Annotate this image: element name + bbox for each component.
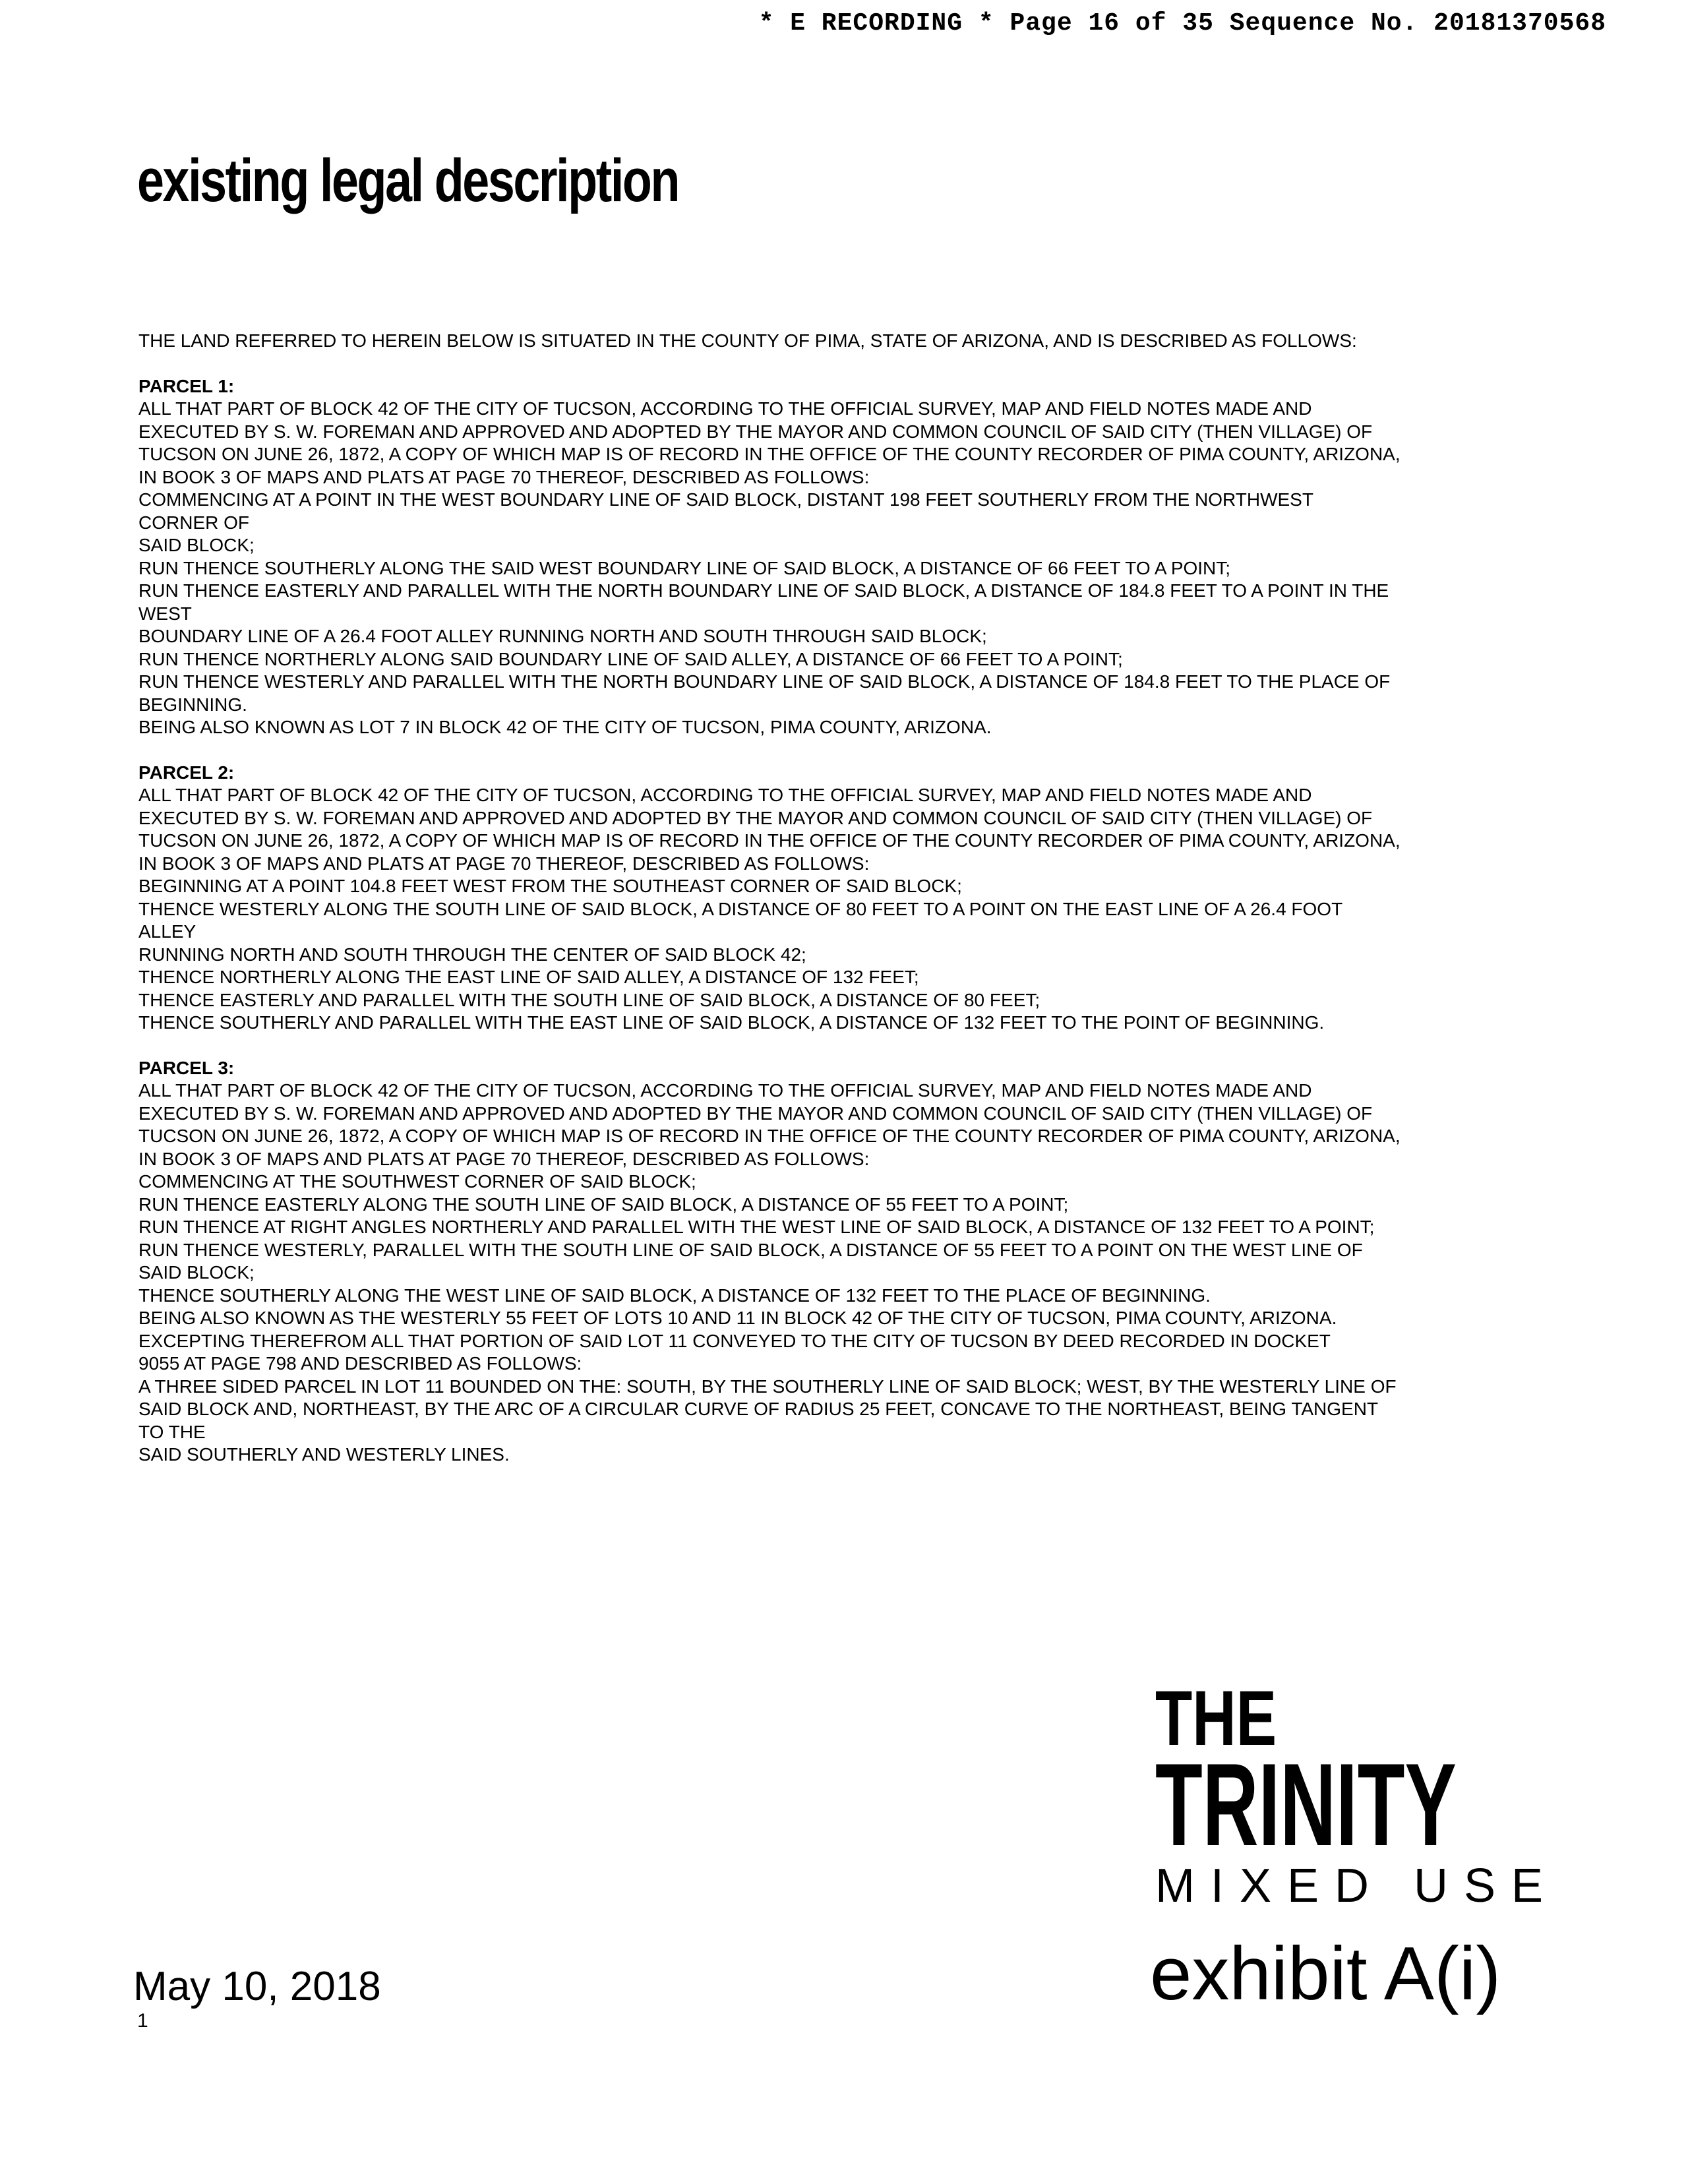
parcel-line: BOUNDARY LINE OF A 26.4 FOOT ALLEY RUNNING NORTH AND SOUTH THROUGH SAID BLOCK;: [138, 626, 987, 646]
parcel-line: BEGINNING.: [138, 694, 247, 715]
parcel-line: EXCEPTING THEREFROM ALL THAT PORTION OF SAID LOT 11 CONVEYED TO THE CITY OF TUCSON BY DEED RECORDED IN DOCKET: [138, 1330, 1331, 1351]
parcel-3: [138, 1057, 1576, 1467]
parcel-line: RUNNING NORTH AND SOUTH THROUGH THE CENTER OF SAID BLOCK 42;: [138, 944, 806, 965]
parcel-line: TO THE: [138, 1421, 206, 1442]
parcel-line: COMMENCING AT THE SOUTHWEST CORNER OF SAID BLOCK;: [138, 1171, 696, 1192]
parcel-line: EXECUTED BY S. W. FOREMAN AND APPROVED AND ADOPTED BY THE MAYOR AND COMMON COUNCIL OF SAID CITY (THEN VILLAGE) OF: [138, 807, 1373, 828]
parcel-line: RUN THENCE EASTERLY ALONG THE SOUTH LINE OF SAID BLOCK, A DISTANCE OF 55 FEET TO A POINT;: [138, 1194, 1069, 1215]
parcel-line: TUCSON ON JUNE 26, 1872, A COPY OF WHICH MAP IS OF RECORD IN THE OFFICE OF THE COUNTY RECORDER OF PIMA COUNTY, ARIZONA,: [138, 830, 1401, 851]
parcel-text: [138, 398, 1576, 739]
parcel-line: SAID BLOCK;: [138, 1262, 255, 1283]
parcel-line: ALL THAT PART OF BLOCK 42 OF THE CITY OF TUCSON, ACCORDING TO THE OFFICIAL SURVEY, MAP AND FIELD NOTES MADE AND: [138, 785, 1312, 805]
parcel-line: CORNER OF: [138, 512, 249, 533]
exhibit-label: exhibit A(i): [1150, 1932, 1501, 2016]
parcel-line: A THREE SIDED PARCEL IN LOT 11 BOUNDED ON THE: SOUTH, BY THE SOUTHERLY LINE OF SAID BLOCK; WEST, BY THE WESTERLY LINE OF: [138, 1376, 1397, 1397]
parcel-line: COMMENCING AT A POINT IN THE WEST BOUNDARY LINE OF SAID BLOCK, DISTANT 198 FEET SOUTHERLY FROM THE NORTHWEST: [138, 489, 1313, 510]
brand-trinity: TRINITY: [1155, 1739, 1457, 1870]
parcel-line: ALLEY: [138, 921, 196, 942]
legal-description: [138, 330, 1576, 1489]
parcel-line: ALL THAT PART OF BLOCK 42 OF THE CITY OF TUCSON, ACCORDING TO THE OFFICIAL SURVEY, MAP AND FIELD NOTES MADE AND: [138, 398, 1312, 419]
parcel-line: RUN THENCE WESTERLY AND PARALLEL WITH THE NORTH BOUNDARY LINE OF SAID BLOCK, A DISTANCE OF 184.8 FEET TO THE PLACE OF: [138, 671, 1391, 692]
parcel-line: IN BOOK 3 OF MAPS AND PLATS AT PAGE 70 THEREOF, DESCRIBED AS FOLLOWS:: [138, 1148, 870, 1169]
parcel-heading: PARCEL 3:: [138, 1057, 235, 1078]
parcel-text: [138, 784, 1576, 1035]
parcel-line: IN BOOK 3 OF MAPS AND PLATS AT PAGE 70 THEREOF, DESCRIBED AS FOLLOWS:: [138, 466, 870, 487]
parcel-line: 9055 AT PAGE 798 AND DESCRIBED AS FOLLOWS:: [138, 1353, 582, 1374]
parcel-line: TUCSON ON JUNE 26, 1872, A COPY OF WHICH MAP IS OF RECORD IN THE OFFICE OF THE COUNTY RECORDER OF PIMA COUNTY, ARIZONA,: [138, 1126, 1401, 1146]
parcel-line: THENCE SOUTHERLY AND PARALLEL WITH THE EAST LINE OF SAID BLOCK, A DISTANCE OF 132 FEET TO THE POINT OF BEGINNING.: [138, 1012, 1325, 1033]
parcel-heading: PARCEL 1:: [138, 375, 235, 396]
page-title: existing legal description: [137, 147, 679, 214]
brand-mixed-use: MIXED USE: [1155, 1860, 1559, 1912]
parcel-line: RUN THENCE SOUTHERLY ALONG THE SAID WEST BOUNDARY LINE OF SAID BLOCK, A DISTANCE OF 66 FEET TO A POINT;: [138, 557, 1231, 578]
recording-stamp: * E RECORDING * Page 16 of 35 Sequence No. 20181370568: [758, 9, 1606, 38]
parcel-line: IN BOOK 3 OF MAPS AND PLATS AT PAGE 70 THEREOF, DESCRIBED AS FOLLOWS:: [138, 853, 870, 874]
parcel-line: SAID BLOCK AND, NORTHEAST, BY THE ARC OF A CIRCULAR CURVE OF RADIUS 25 FEET, CONCAVE TO THE NORTHEAST, BEING TANGENT: [138, 1399, 1379, 1419]
parcel-line: THENCE SOUTHERLY ALONG THE WEST LINE OF SAID BLOCK, A DISTANCE OF 132 FEET TO THE PLACE OF BEGINNING.: [138, 1285, 1211, 1306]
intro-paragraph: THE LAND REFERRED TO HEREIN BELOW IS SITUATED IN THE COUNTY OF PIMA, STATE OF ARIZONA, AND IS DESCRIBED AS FOLLOWS:: [138, 330, 1357, 351]
page-number: 1: [137, 2010, 148, 2032]
parcel-line: RUN THENCE AT RIGHT ANGLES NORTHERLY AND PARALLEL WITH THE WEST LINE OF SAID BLOCK, A DISTANCE OF 132 FEET TO A POINT;: [138, 1217, 1375, 1237]
parcel-line: BEGINNING AT A POINT 104.8 FEET WEST FROM THE SOUTHEAST CORNER OF SAID BLOCK;: [138, 876, 962, 896]
parcel-text: [138, 1079, 1576, 1467]
parcel-line: RUN THENCE NORTHERLY ALONG SAID BOUNDARY LINE OF SAID ALLEY, A DISTANCE OF 66 FEET TO A POINT;: [138, 648, 1123, 669]
parcel-line: SAID BLOCK;: [138, 535, 255, 555]
document-date: May 10, 2018: [133, 1964, 381, 2009]
parcel-line: EXECUTED BY S. W. FOREMAN AND APPROVED AND ADOPTED BY THE MAYOR AND COMMON COUNCIL OF SAID CITY (THEN VILLAGE) OF: [138, 421, 1373, 442]
parcel-line: THENCE EASTERLY AND PARALLEL WITH THE SOUTH LINE OF SAID BLOCK, A DISTANCE OF 80 FEET;: [138, 989, 1040, 1010]
parcel-1: [138, 375, 1576, 739]
parcel-line: RUN THENCE WESTERLY, PARALLEL WITH THE SOUTH LINE OF SAID BLOCK, A DISTANCE OF 55 FEET TO A POINT ON THE WEST LINE OF: [138, 1239, 1363, 1260]
brand-logo: [1155, 1675, 1559, 1912]
parcel-line: BEING ALSO KNOWN AS THE WESTERLY 55 FEET OF LOTS 10 AND 11 IN BLOCK 42 OF THE CITY OF TUCSON, PIMA COUNTY, ARIZONA.: [138, 1308, 1337, 1328]
parcel-line: EXECUTED BY S. W. FOREMAN AND APPROVED AND ADOPTED BY THE MAYOR AND COMMON COUNCIL OF SAID CITY (THEN VILLAGE) OF: [138, 1103, 1373, 1124]
parcel-line: SAID SOUTHERLY AND WESTERLY LINES.: [138, 1444, 510, 1465]
parcel-line: THENCE WESTERLY ALONG THE SOUTH LINE OF SAID BLOCK, A DISTANCE OF 80 FEET TO A POINT ON THE EAST LINE OF A 26.4 FOOT: [138, 898, 1343, 919]
parcel-line: BEING ALSO KNOWN AS LOT 7 IN BLOCK 42 OF THE CITY OF TUCSON, PIMA COUNTY, ARIZONA.: [138, 717, 992, 737]
parcel-line: THENCE NORTHERLY ALONG THE EAST LINE OF SAID ALLEY, A DISTANCE OF 132 FEET;: [138, 967, 919, 987]
parcel-heading: PARCEL 2:: [138, 762, 235, 783]
parcel-2: [138, 762, 1576, 1035]
parcel-line: WEST: [138, 603, 192, 624]
brand-the: THE: [1155, 1675, 1277, 1762]
parcel-line: RUN THENCE EASTERLY AND PARALLEL WITH THE NORTH BOUNDARY LINE OF SAID BLOCK, A DISTANCE OF 184.8 FEET TO A POINT IN THE: [138, 580, 1389, 601]
parcel-line: ALL THAT PART OF BLOCK 42 OF THE CITY OF TUCSON, ACCORDING TO THE OFFICIAL SURVEY, MAP AND FIELD NOTES MADE AND: [138, 1080, 1312, 1101]
parcel-line: TUCSON ON JUNE 26, 1872, A COPY OF WHICH MAP IS OF RECORD IN THE OFFICE OF THE COUNTY RECORDER OF PIMA COUNTY, ARIZONA,: [138, 444, 1401, 464]
